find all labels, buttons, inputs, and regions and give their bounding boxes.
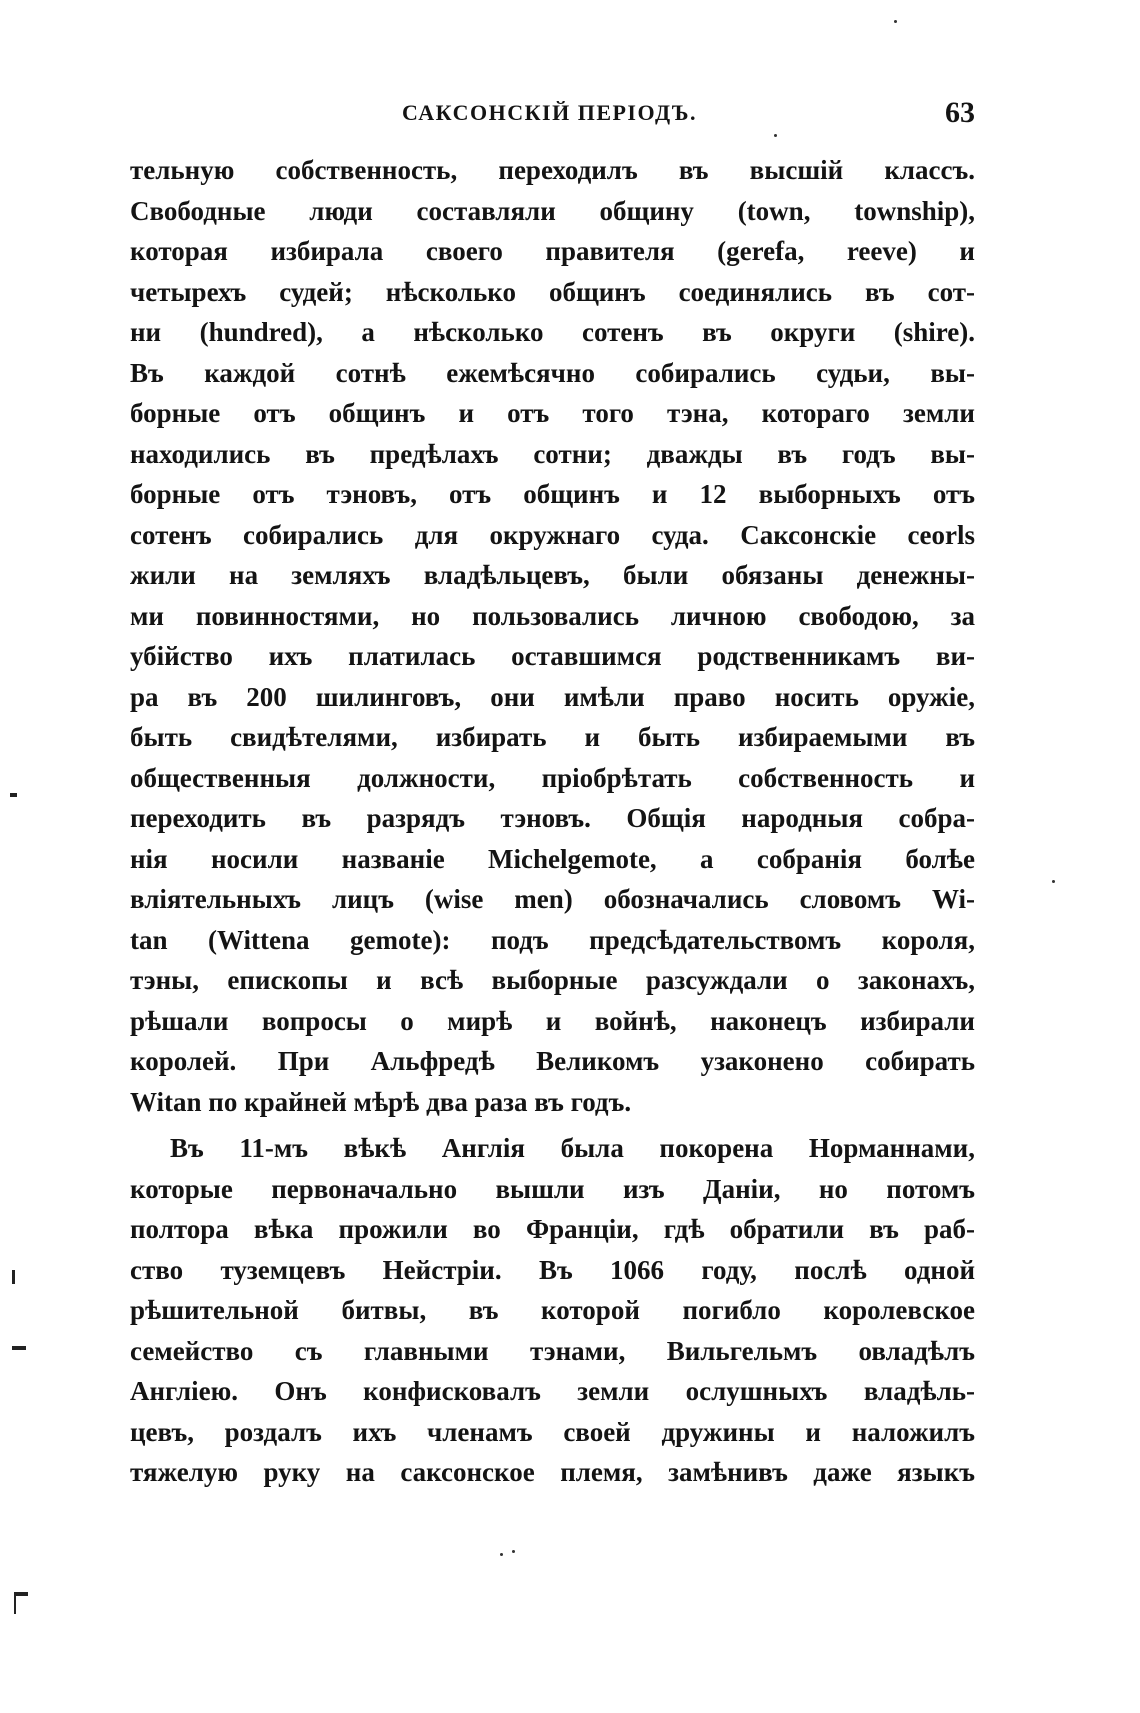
scan-speck (1052, 880, 1055, 883)
text-line: ни (hundred), а нѣсколько сотенъ въ округи (shire). (130, 317, 975, 347)
text-line: тяжелую руку на саксонское племя, замѣнивъ даже языкъ (130, 1457, 975, 1487)
text-line: тэны, епископы и всѣ выборные разсуждали о законахъ, (130, 965, 975, 995)
text-line: рѣшали вопросы о мирѣ и войнѣ, наконецъ избирали (130, 1005, 975, 1036)
text-line: цевъ, роздалъ ихъ членамъ своей дружины и наложилъ (130, 1416, 975, 1447)
text-line: Свободные люди составляли общину (town, township), (130, 195, 975, 226)
text-line: общественныя должности, пріобрѣтать собственность и (130, 762, 975, 793)
scan-mark (12, 1346, 26, 1350)
running-header (130, 96, 975, 136)
text-line: ми повинностями, но пользовались личною свободою, за (130, 600, 975, 631)
text-line: быть свидѣтелями, избирать и быть избираемыми въ (130, 722, 975, 752)
text-line: убійство ихъ платилась оставшимся родственникамъ ви- (130, 641, 975, 671)
text-line: сотенъ собирались для окружнаго суда. Саксонскіе ceorls (130, 519, 975, 550)
text-line: которая избирала своего правителя (gerefa, reeve) и (130, 236, 975, 266)
scan-mark (14, 1592, 28, 1596)
paragraph-2 (130, 1128, 975, 1493)
text-line: ство туземцевъ Нейстріи. Въ 1066 году, послѣ одной (130, 1254, 975, 1285)
text-line: тельную собственность, переходилъ въ высшій классъ. (130, 155, 975, 185)
text-line: борные отъ общинъ и отъ того тэна, котораго земли (130, 398, 975, 428)
text-line: переходить въ разрядъ тэновъ. Общія народныя собра- (130, 803, 975, 833)
text-line: Въ каждой сотнѣ ежемѣсячно собирались судьи, вы- (130, 357, 975, 388)
text-line: рѣшительной битвы, въ которой погибло королевское (130, 1295, 975, 1325)
text-line: которые первоначально вышли изъ Даніи, но потомъ (130, 1173, 975, 1204)
body-text (130, 150, 975, 1493)
scan-speck (500, 1553, 503, 1556)
scan-speck (894, 20, 897, 23)
text-line: жили на земляхъ владѣльцевъ, были обязаны денежны- (130, 560, 975, 590)
text-line: ра въ 200 шилинговъ, они имѣли право носить оружіе, (130, 681, 975, 712)
scan-speck (512, 1550, 515, 1553)
text-line: борные отъ тэновъ, отъ общинъ и 12 выборныхъ отъ (130, 479, 975, 509)
text-line: находились въ предѣлахъ сотни; дважды въ годъ вы- (130, 438, 975, 469)
text-line: вліятельныхъ лицъ (wise men) обозначались словомъ Wi- (130, 884, 975, 914)
text-line: нія носили названіе Michelgemote, а собранія болѣе (130, 843, 975, 874)
scan-mark (14, 1596, 16, 1614)
text-line: tan (Wittena gemote): подъ предсѣдательствомъ короля, (130, 924, 975, 955)
text-line: семейство съ главными тэнами, Вильгельмъ овладѣлъ (130, 1335, 975, 1366)
scan-speck (774, 134, 777, 137)
paragraph-1 (130, 150, 975, 1122)
text-line: Англіею. Онъ конфисковалъ земли ослушныхъ владѣль- (130, 1376, 975, 1406)
scan-mark (10, 793, 17, 797)
text-line: полтора вѣка прожили во Франціи, гдѣ обратили въ раб- (130, 1214, 975, 1244)
text-line: Въ 11-мъ вѣкѣ Англія была покорена Норманнами, (170, 1133, 975, 1163)
scan-mark (12, 1270, 15, 1284)
page-number: 63 (945, 96, 975, 129)
text-line: четырехъ судей; нѣсколько общинъ соединялись въ сот- (130, 276, 975, 307)
text-line: Witan по крайней мѣрѣ два раза въ годъ. (130, 1086, 632, 1117)
running-title: САКСОНСКІЙ ПЕРІОДЪ. (402, 100, 697, 125)
text-line: королей. При Альфредѣ Великомъ узаконено собирать (130, 1046, 975, 1076)
